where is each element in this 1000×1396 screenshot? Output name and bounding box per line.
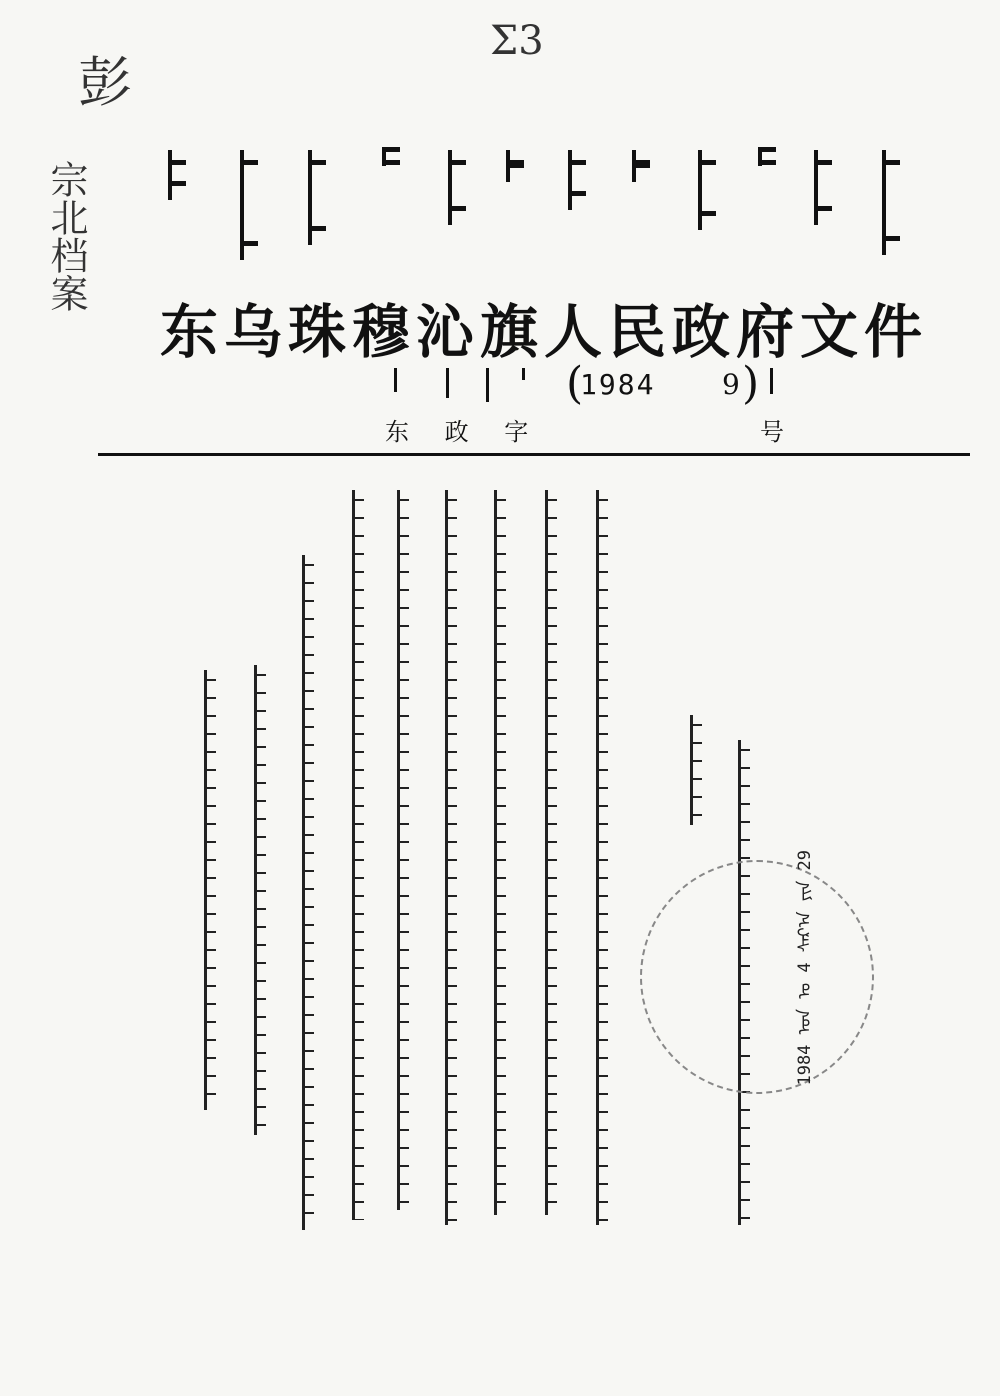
mongolian-word [168,150,198,200]
mongolian-signature-column [690,715,707,825]
mongolian-word [240,150,270,260]
mongolian-text-column [545,490,562,1215]
handwritten-annotation-left: 宗北档案 [44,160,88,312]
mongolian-word [882,150,912,255]
mongolian-word [758,150,774,166]
mongolian-word [770,368,783,394]
mongolian-word [522,368,535,380]
close-bracket-icon: ) [742,358,760,409]
document-year: 1984 [580,368,656,401]
official-seal [640,860,874,1094]
mongolian-text-column [254,665,271,1135]
handwritten-mark-top-center: Σ3 [490,18,544,64]
mongolian-word [394,368,407,392]
mongolian-text-column [397,490,414,1210]
mongolian-text-column [204,670,221,1110]
mongolian-word [568,150,598,210]
mongolian-word [486,368,499,402]
mongolian-word [632,150,648,182]
document-hao-label: 号 [760,418,784,446]
issue-number: 9 [722,368,740,401]
document-title: 东乌珠穆沁旗人民政府文件 [160,298,929,366]
mongolian-title [150,150,910,280]
mongolian-word [698,150,728,230]
mongolian-word [814,150,844,225]
mongolian-text-column [352,490,369,1220]
mongolian-text-column [494,490,511,1215]
mongolian-word [446,368,459,398]
document-number-row [370,360,810,410]
mongolian-word [308,150,338,245]
mongolian-word [382,150,398,166]
header-divider [98,453,970,456]
mongolian-word [506,150,522,182]
mongolian-text-column [596,490,613,1225]
document-prefix: 东 政 字 [385,418,543,446]
handwritten-mark-top-left: 彭 [78,51,132,114]
mongolian-word [448,150,478,225]
document-date: 1984 ᠣᠨ ᠤ 4 ᠰᠠᠷ᠎ᠠ ᠶᠢᠨ 29 [795,850,815,1086]
open-bracket-icon: ( [566,358,584,409]
mongolian-text-column [302,555,319,1230]
mongolian-text-column [445,490,462,1225]
